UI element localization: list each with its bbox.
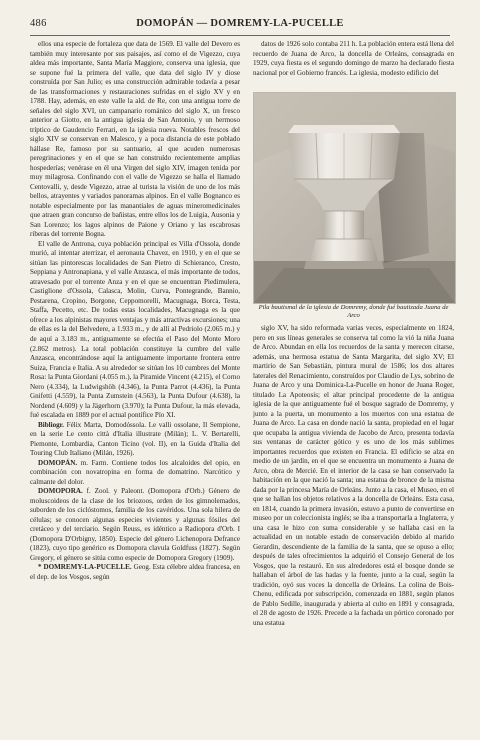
figure-caption: Pila bautismal de la iglesia de Domremy, donde fué bautizada Juana de Arco xyxy=(258,304,449,320)
bibliography-label: Bibliogr. xyxy=(38,420,64,429)
page-header xyxy=(30,18,450,34)
baptismal-font-illustration xyxy=(254,93,455,303)
entry-paragraph: ellos una especie de fortaleza que data de 1569. El valle del Devero es también muy interesante por sus paisajes, así como el de Vigezzo, cuya aldea más importante, Santa María Maggiore, conserva una iglesia, que se supone fué la primera del valle, que data del siglo IV y diose construída por San Julio; es una construcción admirable todavía a pesar de las transformaciones y restauraciones sufridas en el siglo XV y en 1788. Hay, además, en este valle la ald. de Re, con una antigua torre de señales del siglo XVI, un campanario románico del siglo X, un fresco anterior a Giotto, en la antigua iglesia de San Antonio, y un hermoso tríptico de Gaudencio Ferrari, en la iglesia nueva. Notables frescos del siglo XIV se conservan en Malesco, y a poca distancia de este poblado hállase Re, famoso por su santuario, al que acuden numerosas peregrinaciones y en el que se han construído recientemente amplias hospederías; venérase en él una Virgen del siglo XIV, imagen tenida por muy milagrosa. Confinando con el valle de Vigezzo se halla el llamado Centovalli, y, desde Vigezzo, atrae al turista la visión de uno de los más bellos, atrayentes y variados panoramas alpinos. En el valle Bognanco es notable especialmente por las manantiales de aguas mineromedicinales que atraen gran concurso de bañistas, entre ellos los de Luigia, Ausonia y San Lorenzo; los lagos alpinos de Paione y Oriano y las escabrosas riberas del torrente Bogna. xyxy=(30,40,240,239)
entry-term: DOMOPORA. xyxy=(38,487,83,496)
entry-term: DOMOPÁN. xyxy=(38,458,78,467)
dictionary-entry xyxy=(30,459,240,488)
left-column xyxy=(30,40,240,700)
entry-paragraph: datos de 1926 solo contaba 211 h. La población entera está llena del recuerdo de Juana de Arco, la doncella de Orleáns, consagrada en 1929, cuya fiesta es el segundo domingo de marzo ha declarado fiesta nacional por el Gobierno francés. La iglesia, modesto edificio del xyxy=(253,40,454,77)
right-column-top xyxy=(253,40,454,86)
dictionary-entry xyxy=(30,487,240,563)
bibliography-text: Félix Marta, Domodóssola. Le valli ossolane, Il Sempione, en la serie Le cento città d'Italia illustrate (Milán); L. V. Bertarelli, Piemonte, Lombardia, Canton Ticino (vol. II), en la Guida d'Italia del Touring Club Italiano (Milán, 1926). xyxy=(30,420,240,458)
running-title: DOMOPÁN — DOMREMY-LA-PUCELLE xyxy=(136,18,344,29)
entry-definition: f. Zool. y Paleont. (Domopora d'Orb.) Género de moluscoideos de la clase de los briozoos, orden de los gimnolemados, suborden de los ciclóstomos, familia de los cavéridos. Una sola hilera de células; se conocen algunas especies vivientes y algunas fósiles del cretáceo y del terciario. Según Reuss, es idéntico a Radiopora d'Orb. I (Domopora D'Orbigny, 1850). Especie del género Lichenopora Defrance (1823), cuyo tipo genérico es Domopora clavula Goldfuss (1827). Según Gregory, el género se sitúa como especie de Domopora Gregory (1909). xyxy=(30,487,240,562)
baptismal-font-photo xyxy=(253,92,456,304)
entry-paragraph: El valle de Antrona, cuya población principal es Villa d'Ossola, donde murió, al intentar aterrizar, el aeronauta Chavez, en 1910, y en el que se sitúan las pintorescas localidades de San Pietro di Schieranco, Cresto, Seppiana y Antronapiana, y el valle Anzasca, el más importante de todos, atravesado por el torrente Anza y en el que se encuentran Piedimulera, Castiglione d'Ossola, Calasca, Molin, Curva, Pontegrande, Bannio, Pestarena, Cropino, Borgone, Ceppomorelli, Macugnaga, Borca, Testa, Staffa, Pecetto, etc. De todas estas localidades, Macugnaga es la que ofrece a los alpinistas mayores ventajas y más atractivas excursiones; una de ellas es la del Belvedere, a 1.933 m., y de allí al Pedriolo (2.065 m.) y de aquí a 3.183 m., antiguamente se efectúa el Paso del Monte Moro (2.862 metros). La total población constituye la cumbre del valle Anzasca, encontrándose aquí la antiguamente importante frontera entre Suiza, Francia e Italia. A su alrededor se sitúan los 10 cumbres del Monte Rosa: la Punta Giordani (4.055 m.), la Piramide Vincent (4.215), el Corno Nero (4.334), la Ludwigshöh (4.346), la Punta Parrot (4.436), la Punta Gnifetti (4.559), la Punta Zumstein (4.563), la Punta Dufour (4.638), la Nordend (4.609) y la Jägerhorn (3.970); la Punta Dufour, la más elevada, fué escalada en 1889 por el actual pontífice Pío XI. xyxy=(30,239,240,420)
entry-paragraph: siglo XV, ha sido reformada varias veces, especialmente en 1824, pero en sus líneas generales se conserva tal como la vió la niña Juana de Arco. Abundan en ella los recuerdos de la santa y merecen citarse, además, una hermosa estatua de Santa Margarita, del siglo XV; El martirio de San Sebastián, pintura mural de 1586; los dos altares laterales del Renacimiento, construídos por Claudio de Lys, sobrino de Juana de Arco y una Dominica-La-Pucelle en honor de Juana Roger, titulado La Apoteosis; el altar principal procedente de la antigua iglesia de la que antiguamente fué el bosque sagrado de Domremy, y junto a la puerta, un monumento a los muertos con una estatua de Juana de Arco. La casa en donde nació la santa, propiedad en el lugar que ocupaba la antigua vivienda de Jacobo de Arco, presenta todavía sus ventanas de carácter gótico y es uno de los más sublimes importantes recuerdos que existen en Francia. El edificio se alza en medio de un jardín, en el que se encuentra un monumento a Juana de Arco, obra de Mercié. En el interior de la casa se han conservado la habitación en la que nació la santa; una estatua de bronce de la misma dada por la princesa María de Orleáns. Junto a la casa, el Museo, en el que se hallan los objetos relativos a la doncella de Orleáns. Esta casa, en 1814, cuando la primera invasión, estuvo a punto de convertirse en museo por un coleccionista inglés; se iba a transportarla a Inglaterra, y una casa le hizo con suma considerable y se hallaba casi en la actualidad en un notable estado de conservación debido al marido Gerardin, descendiente de la familia de la santa, que se opuso a ello; después de tales ofrecimientos la adquirió el Consejo General de los Vosgos, que la restauró. En sus alrededores está el bosque donde se hallaban el árbol de las hadas y la fuente, junto a la cual, según la tradición, oyó sus voces la doncella de Orleáns. La colina de Bois-Chenu, edificada por subscripción, comenzada en 1881, según planos de Pablo Sedille, inaugurada y abierta al culto en 1891 y consagrada, el 28 de agosto de 1926. Precede a la fachada un pórtico coronado por una estatua xyxy=(253,324,454,627)
bibliography-entry xyxy=(30,421,240,459)
right-column-bottom xyxy=(253,324,454,700)
entry-definition: Geog. Esta célebre aldea francesa, en el dep. de los Vosgos, según xyxy=(30,563,240,581)
header-rule xyxy=(30,35,450,36)
entry-term: * DOMREMY-LA-PUCELLE. xyxy=(38,563,132,572)
page-number: 486 xyxy=(30,18,47,29)
dictionary-entry xyxy=(30,563,240,582)
entry-definition: m. Farm. Contiene todos los alcaloides del opio, en combinación con novatropina en forma de domatrino. Narcótico y calmante del dolor. xyxy=(30,458,240,486)
